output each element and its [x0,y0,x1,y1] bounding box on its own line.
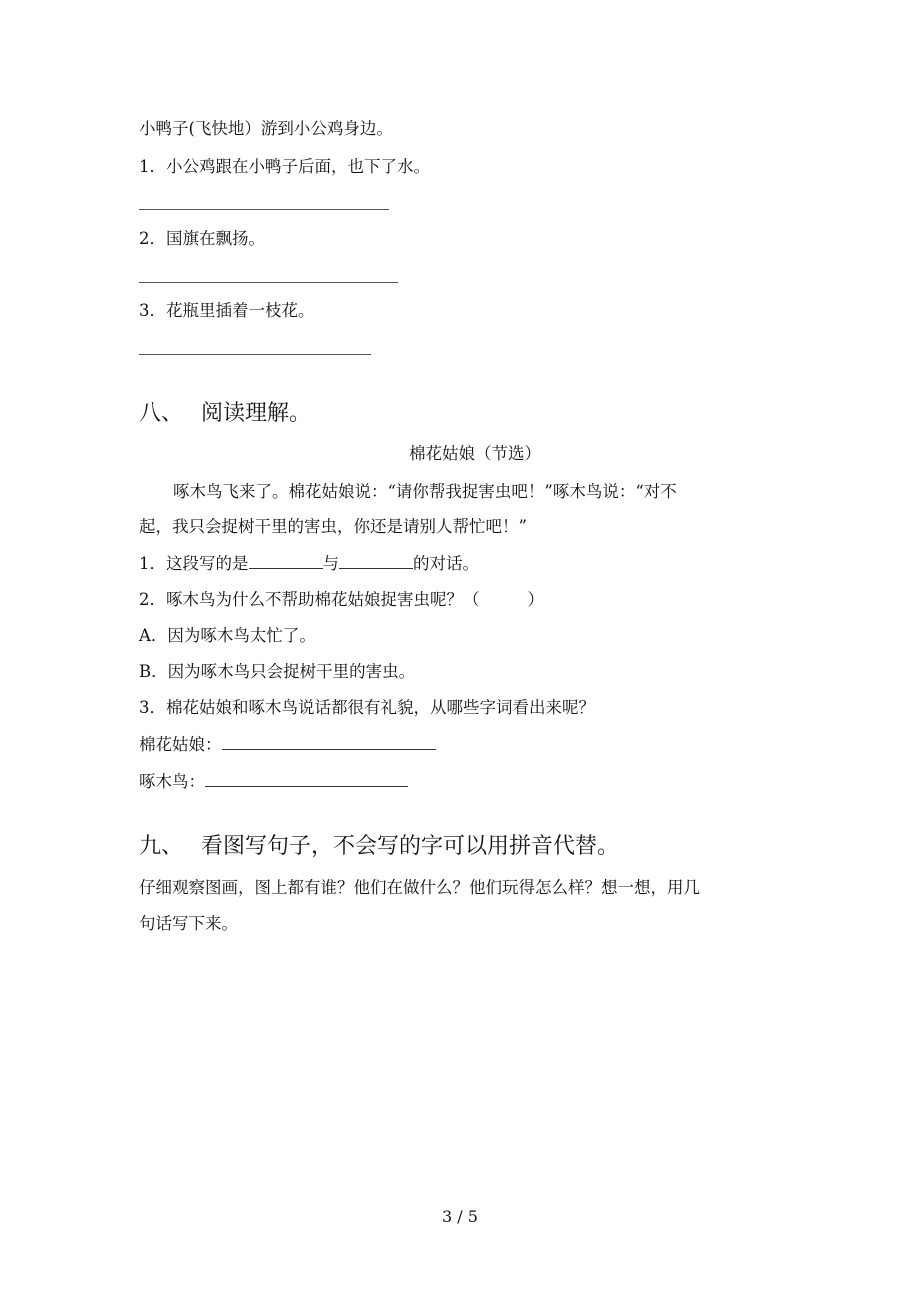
example-sentence: 小鸭子(飞快地）游到小公鸡身边。 [139,119,393,138]
rq1-part-b: 与 [322,554,339,573]
rq1-part-c: 的对话。 [413,554,479,573]
rq1-part-a: 1．这段写的是 [139,554,249,573]
answer-row-cotton-girl [139,735,436,755]
section-8-number: 八、 [139,401,184,426]
reading-question-3: 3．棉花姑娘和啄木鸟说话都很有礼貌，从哪些字词看出来呢？ [139,698,595,717]
answer-label-cotton-girl: 棉花姑娘： [139,735,222,754]
section-9-number: 九、 [139,834,184,859]
answer-blank-cotton-girl[interactable] [222,735,436,750]
section-8-heading [139,400,311,428]
option-a: A．因为啄木鸟太忙了。 [139,626,316,645]
rq1-blank-2[interactable] [339,554,413,569]
answer-line-1[interactable] [139,209,389,210]
rq1-blank-1[interactable] [249,554,323,569]
section-8-title: 阅读理解。 [201,401,312,426]
section-9-title: 看图写句子，不会写的字可以用拼音代替。 [201,834,620,859]
page-number: 3 / 5 [442,1207,478,1226]
writing-prompt-line-1: 仔细观察图画，图上都有谁？他们在做什么？他们玩得怎么样？想一想，用几 [139,878,700,897]
answer-line-2[interactable] [139,282,398,283]
section-9-heading [139,833,619,861]
answer-blank-woodpecker[interactable] [205,772,408,787]
reading-question-1 [139,554,479,574]
option-b: B．因为啄木鸟只会捉树干里的害虫。 [139,662,416,681]
question-2: 2．国旗在飘扬。 [139,229,265,248]
question-3: 3．花瓶里插着一枝花。 [139,301,315,320]
rq2-part-b: ） [527,590,544,609]
question-1: 1．小公鸡跟在小鸭子后面，也下了水。 [139,157,430,176]
answer-row-woodpecker [139,772,408,792]
passage-line-1: 啄木鸟飞来了。棉花姑娘说：“请你帮我捉害虫吧！”啄木鸟说：“对不 [173,482,677,501]
passage-title: 棉花姑娘（节选） [409,444,541,463]
answer-label-woodpecker: 啄木鸟： [139,772,205,791]
writing-prompt-line-2: 句话写下来。 [139,914,238,933]
answer-line-3[interactable] [139,354,371,355]
passage-line-2: 起，我只会捉树干里的害虫，你还是请别人帮忙吧！” [139,517,527,536]
rq2-part-a: 2．啄木鸟为什么不帮助棉花姑娘捉害虫呢？（ [139,590,480,609]
reading-question-2 [139,590,544,610]
